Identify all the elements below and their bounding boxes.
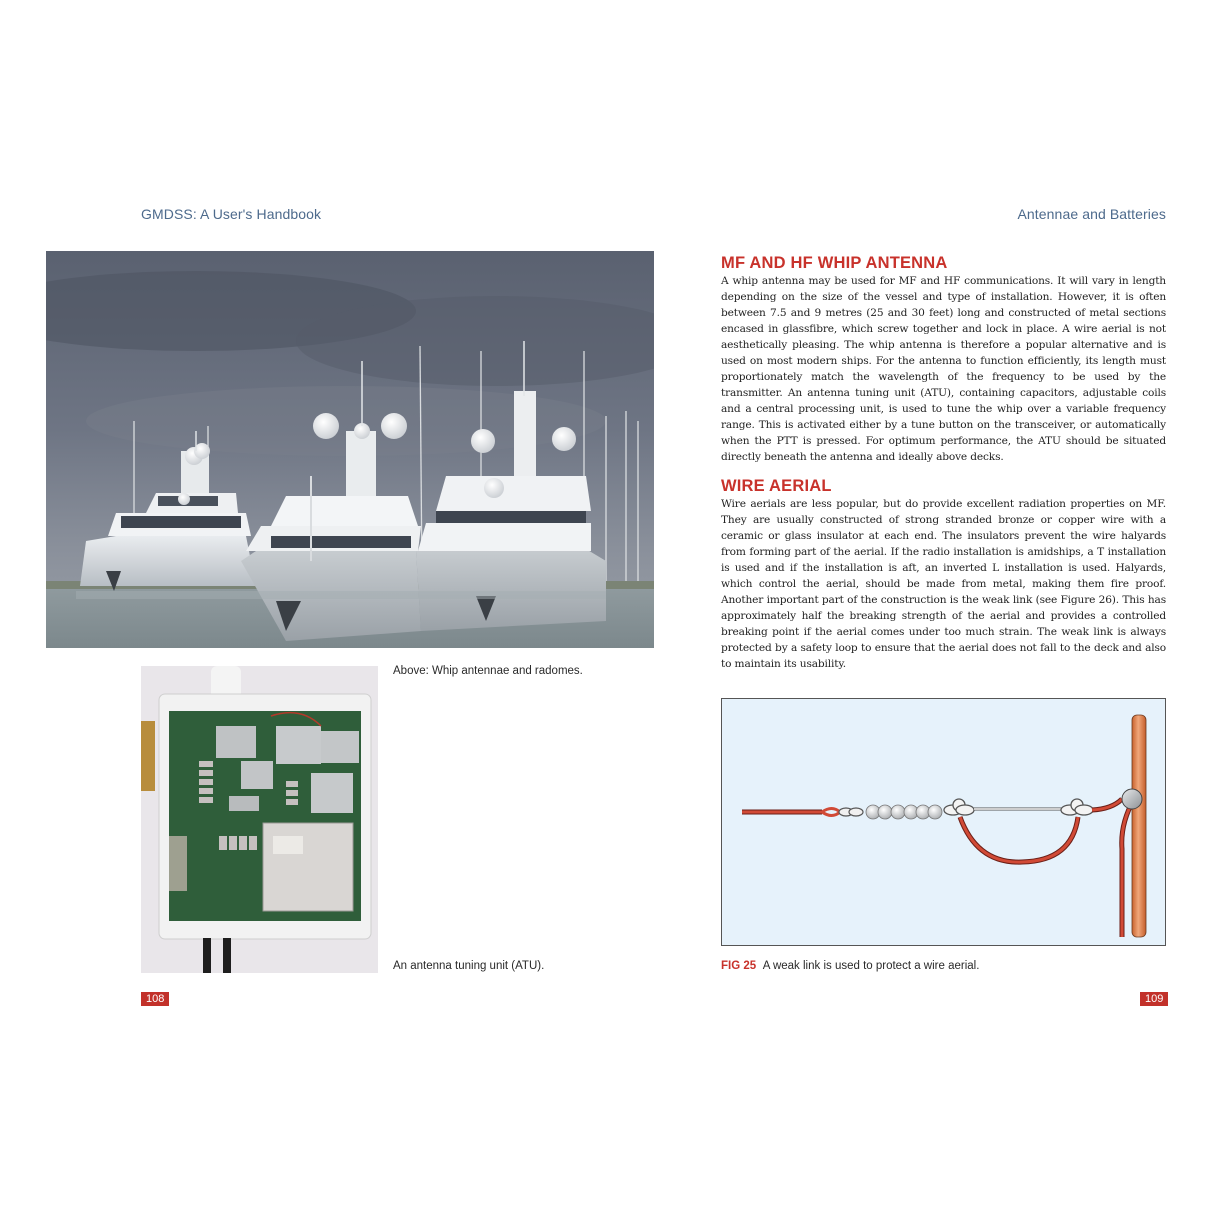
page-number-left: 108 xyxy=(141,992,169,1006)
section-wire-aerial xyxy=(721,476,1166,672)
atu-photo-caption: An antenna tuning unit (ATU). xyxy=(393,960,545,972)
section-body: A whip antenna may be used for MF and HF communications. It will vary in length depending on the size of the vessel and type of installation. However, it is often between 7.5 and 9 metres (25 and 30 feet) long and constructed of metal sections encased in glassfibre, which screw together and lock in place. A wire aerial is not aesthetically pleasing. The whip antenna is therefore a popular alternative and is used on most modern ships. For the antenna to function efficiently, its length must proportionately match the wavelength of the frequency to be used by the transmitter. An antenna tuning unit (ATU), containing capacitors, adjustable coils and a central processing unit, is used to tune the whip over a variable frequency range. This is activated either by a tune button on the transceiver, or automatically when the PTT is pressed. For optimum performance, the ATU should be situated directly beneath the antenna and ideally above decks. xyxy=(721,275,1166,463)
figure-caption xyxy=(721,960,979,972)
running-head-left: GMDSS: A User's Handbook xyxy=(141,206,322,222)
page-number-right: 109 xyxy=(1140,992,1168,1006)
running-head-right: Antennae and Batteries xyxy=(1017,206,1166,222)
yacht-photo xyxy=(46,251,654,648)
weak-link-diagram xyxy=(721,698,1166,946)
yacht-photo-caption: Above: Whip antennae and radomes. xyxy=(393,665,583,677)
section-heading: WIRE AERIAL xyxy=(721,477,832,495)
atu-photo xyxy=(141,666,378,973)
figure-label: FIG 25 xyxy=(721,960,757,972)
figure-caption-text: A weak link is used to protect a wire aerial. xyxy=(762,960,980,972)
section-body: Wire aerials are less popular, but do provide excellent radiation properties on MF. They are usually constructed of strong stranded bronze or copper wire with a ceramic or glass insulator at each end. The insulators prevent the wire halyards from forming part of the aerial. If the radio installation is amidships, a T installation is used and if the installation is aft, an inverted L installation is used. Halyards, which control the aerial, should be made from metal, making them fire proof. Another important part of the construction is the weak link (see Figure 26). This has approximately half the breaking strength of the aerial and provides a controlled breaking point if the aerial comes under too much strain. The weak link is always protected by a safety loop to ensure that the aerial does not fall to the deck and also to maintain its usability. xyxy=(721,498,1166,670)
section-whip-antenna xyxy=(721,253,1166,465)
section-heading: MF AND HF WHIP ANTENNA xyxy=(721,254,948,272)
